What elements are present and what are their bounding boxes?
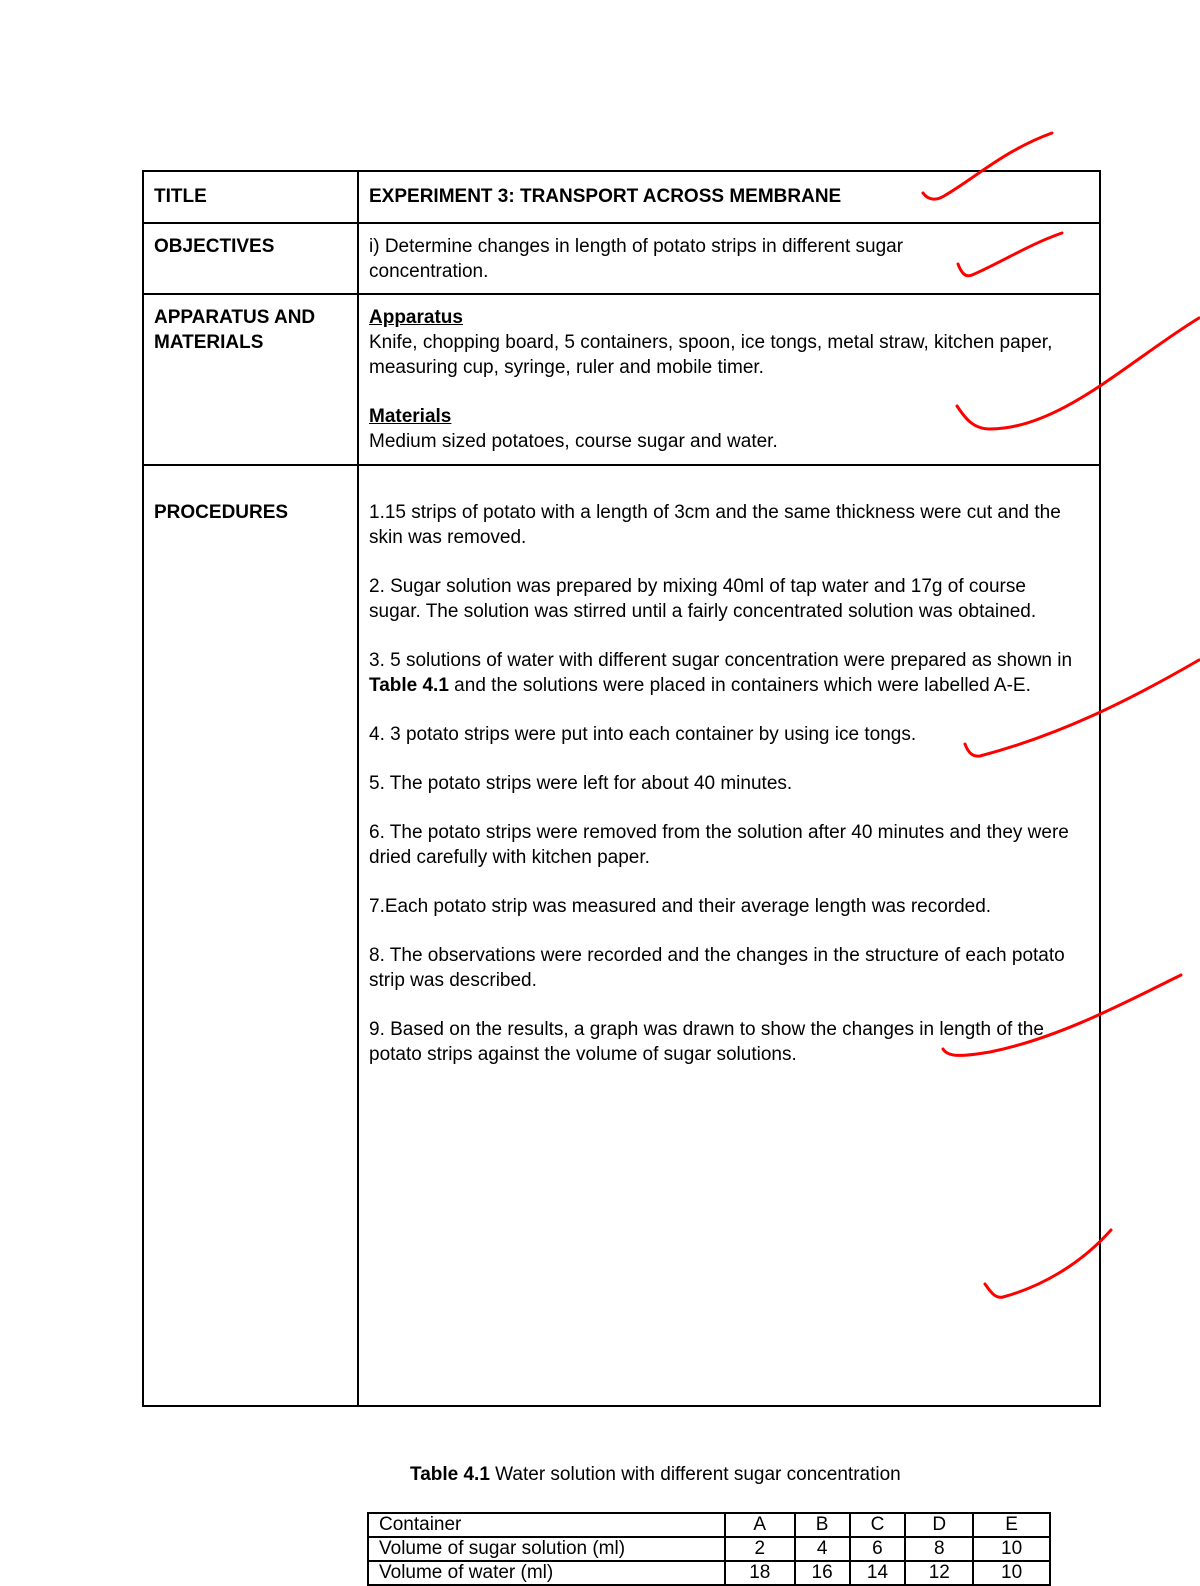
procedure-step-5: 5. The potato strips were left for about 40 minutes. [369, 773, 793, 794]
procedure-step-6: 6. The potato strips were removed from the solution after 40 minutes and they were dried carefully with kitchen paper. [369, 822, 1069, 868]
procedure-step-1: 1.15 strips of potato with a length of 3cm and the same thickness were cut and the skin was removed. [369, 502, 1061, 548]
procedures-list [369, 500, 1081, 1067]
procedure-step-3 [369, 648, 1081, 698]
procedure-step-7: 7.Each potato strip was measured and their average length was recorded. [369, 896, 992, 917]
objective-line-1: i) Determine changes in length of potato strips in different sugar [369, 236, 904, 257]
table-cell: 2 [725, 1537, 795, 1561]
table-row [368, 1561, 1050, 1585]
objectives-label: OBJECTIVES [154, 236, 275, 257]
materials-heading: Materials [369, 406, 452, 427]
table-header-row [368, 1513, 1050, 1537]
procedure-step-2: 2. Sugar solution was prepared by mixing 40ml of tap water and 17g of course sugar. The solution was stirred until a fairly concentrated solution was obtained. [369, 576, 1037, 622]
table-caption-number: Table 4.1 [410, 1464, 490, 1485]
sugar-concentration-table [367, 1512, 1051, 1586]
apparatus-list: Knife, chopping board, 5 containers, spoon, ice tongs, metal straw, kitchen paper, measuring cup, syringe, ruler and mobile timer. [369, 332, 1053, 378]
title-label: TITLE [154, 186, 207, 207]
apparatus-label-line-1: APPARATUS AND [154, 307, 316, 328]
objectives-row [144, 224, 1099, 295]
procedure-step-8: 8. The observations were recorded and the changes in the structure of each potato strip was described. [369, 945, 1065, 991]
table-caption-text: Water solution with different sugar concentration [489, 1464, 901, 1485]
apparatus-row [144, 295, 1099, 466]
table-cell: 14 [850, 1561, 906, 1585]
table-cell: 6 [850, 1537, 906, 1561]
table-cell: Volume of water (ml) [368, 1561, 725, 1585]
objectives-text [369, 234, 1081, 284]
table-reference: Table 4.1 [369, 675, 449, 696]
table-cell: 16 [795, 1561, 850, 1585]
title-row [144, 172, 1099, 224]
apparatus-content [369, 305, 1081, 454]
table-row [368, 1537, 1050, 1561]
experiment-report-table [142, 170, 1101, 1583]
table-cell: 10 [973, 1537, 1050, 1561]
table-cell: 12 [905, 1561, 973, 1585]
table-cell: A [725, 1513, 795, 1537]
apparatus-heading: Apparatus [369, 307, 463, 328]
table-cell: D [905, 1513, 973, 1537]
table-cell: 10 [973, 1561, 1050, 1585]
materials-list: Medium sized potatoes, course sugar and water. [369, 431, 778, 452]
procedure-step-3-start: 3. 5 solutions of water with different sugar concentration were prepared as shown in [369, 650, 1073, 671]
procedures-label: PROCEDURES [154, 502, 289, 523]
procedure-step-3-end: and the solutions were placed in containers which were labelled A-E. [448, 675, 1031, 696]
apparatus-label-line-2: MATERIALS [154, 332, 264, 353]
table-cell: E [973, 1513, 1050, 1537]
procedures-row [144, 466, 1099, 1583]
table-caption [410, 1462, 901, 1487]
objective-line-2: concentration. [369, 261, 489, 282]
apparatus-label [154, 305, 315, 355]
table-cell: Container [368, 1513, 725, 1537]
table-cell: 4 [795, 1537, 850, 1561]
table-cell: Volume of sugar solution (ml) [368, 1537, 725, 1561]
table-cell: B [795, 1513, 850, 1537]
table-cell: C [850, 1513, 906, 1537]
experiment-title: EXPERIMENT 3: TRANSPORT ACROSS MEMBRANE [369, 186, 842, 207]
procedure-step-9: 9. Based on the results, a graph was drawn to show the changes in length of the potato strips against the volume of sugar solutions. [369, 1019, 1044, 1065]
table-cell: 8 [905, 1537, 973, 1561]
procedure-step-4: 4. 3 potato strips were put into each container by using ice tongs. [369, 724, 917, 745]
table-cell: 18 [725, 1561, 795, 1585]
